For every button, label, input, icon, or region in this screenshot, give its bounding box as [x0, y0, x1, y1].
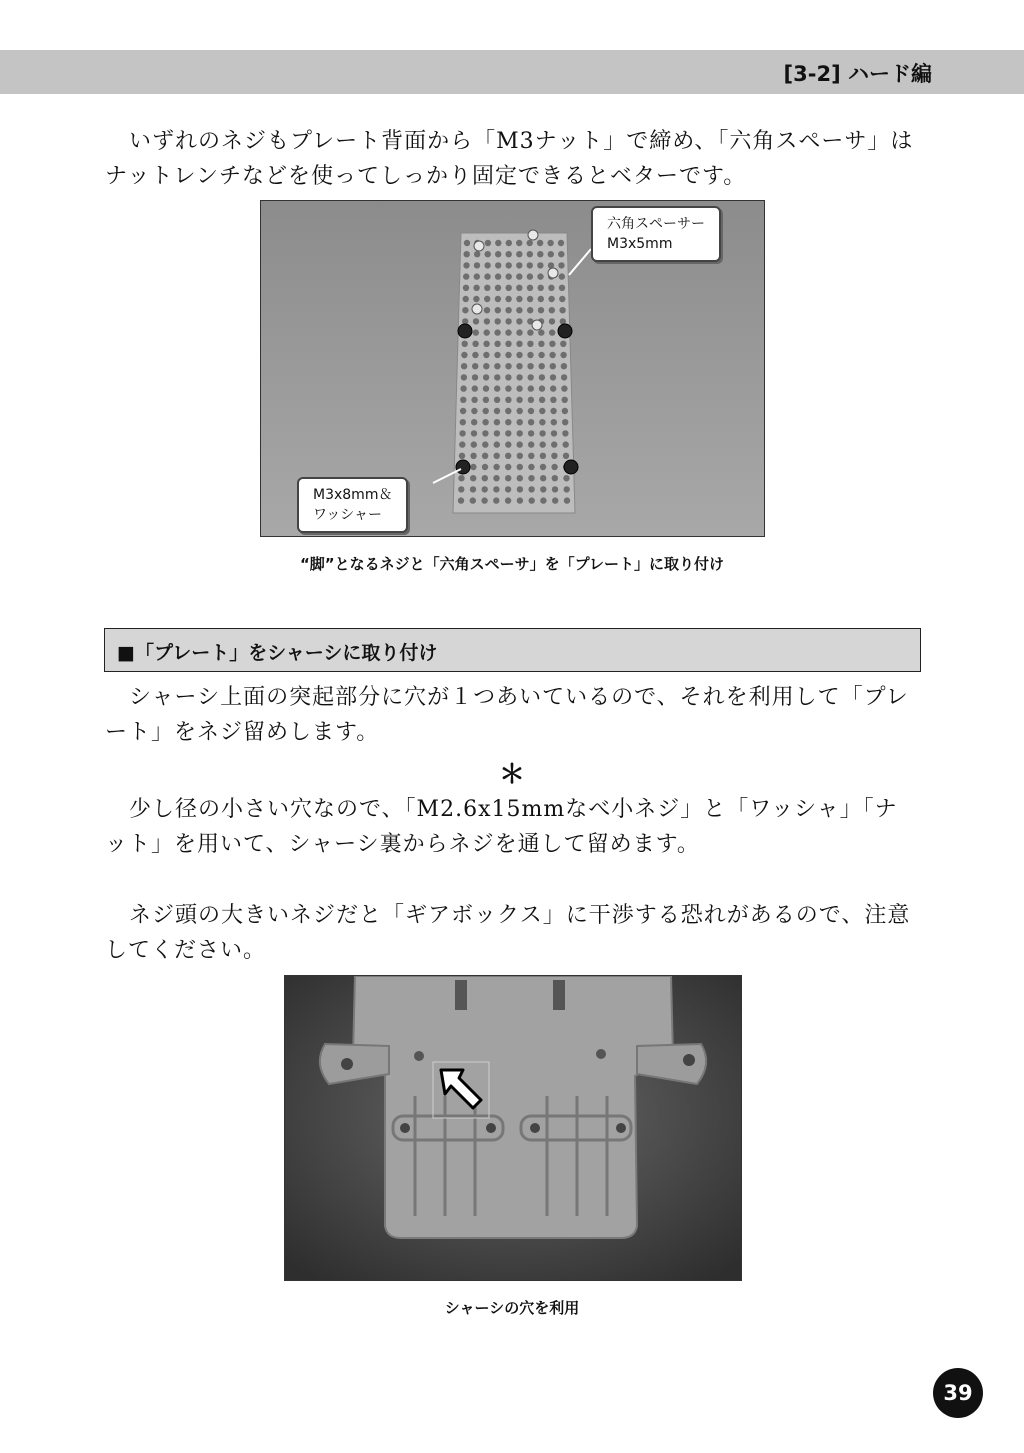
- figure-1-caption: “脚”となるネジと「六角スペーサ」を「プレート」に取り付け: [299, 555, 725, 573]
- chassis-photo: [284, 975, 742, 1281]
- page-number: 39: [933, 1368, 983, 1418]
- callout-spacer: [591, 206, 721, 262]
- callout-screw-line2: ワッシャー: [313, 507, 383, 523]
- plate-photo: [260, 200, 765, 537]
- paragraph-1: [105, 124, 920, 194]
- callout-spacer-line1: 六角スペーサー: [607, 216, 705, 232]
- chassis-body: [353, 976, 673, 1238]
- paragraph-1-text: いずれのネジもプレート背面から「M3ナット」で締め、「六角スペーサ」はナットレンチなどを使ってしっかり固定できるとベターです。: [105, 129, 914, 189]
- section-title: ■「プレート」をシャーシに取り付け: [117, 642, 438, 664]
- paragraph-2-text: シャーシ上面の突起部分に穴が１つあいているので、それを利用して「プレート」をネジ留めします。: [105, 685, 909, 745]
- section-heading-box: [104, 628, 921, 672]
- chassis-illustration: [285, 976, 741, 1280]
- paragraph-4: [105, 898, 920, 968]
- paragraph-3-text: 少し径の小さい穴なので、「M2.6x15mmなべ小ネジ」と「ワッシャ」「ナット」を用いて、シャーシ裏からネジを通して留めます。: [105, 797, 898, 857]
- callout-spacer-line2: M3x5mm: [607, 236, 673, 252]
- paragraph-2: [105, 680, 920, 750]
- figure-2-caption: シャーシの穴を利用: [444, 1299, 580, 1317]
- callout-screw-line1: M3x8mm＆: [313, 487, 393, 503]
- chapter-title: [3-2] ハード編: [783, 62, 932, 86]
- header-band: [0, 50, 1024, 94]
- paragraph-3: [105, 792, 920, 862]
- paragraph-4-text: ネジ頭の大きいネジだと「ギアボックス」に干渉する恐れがあるので、注意してください。: [105, 903, 911, 963]
- separator-asterisk: ＊: [498, 760, 525, 790]
- callout-screw-washer: [297, 477, 408, 533]
